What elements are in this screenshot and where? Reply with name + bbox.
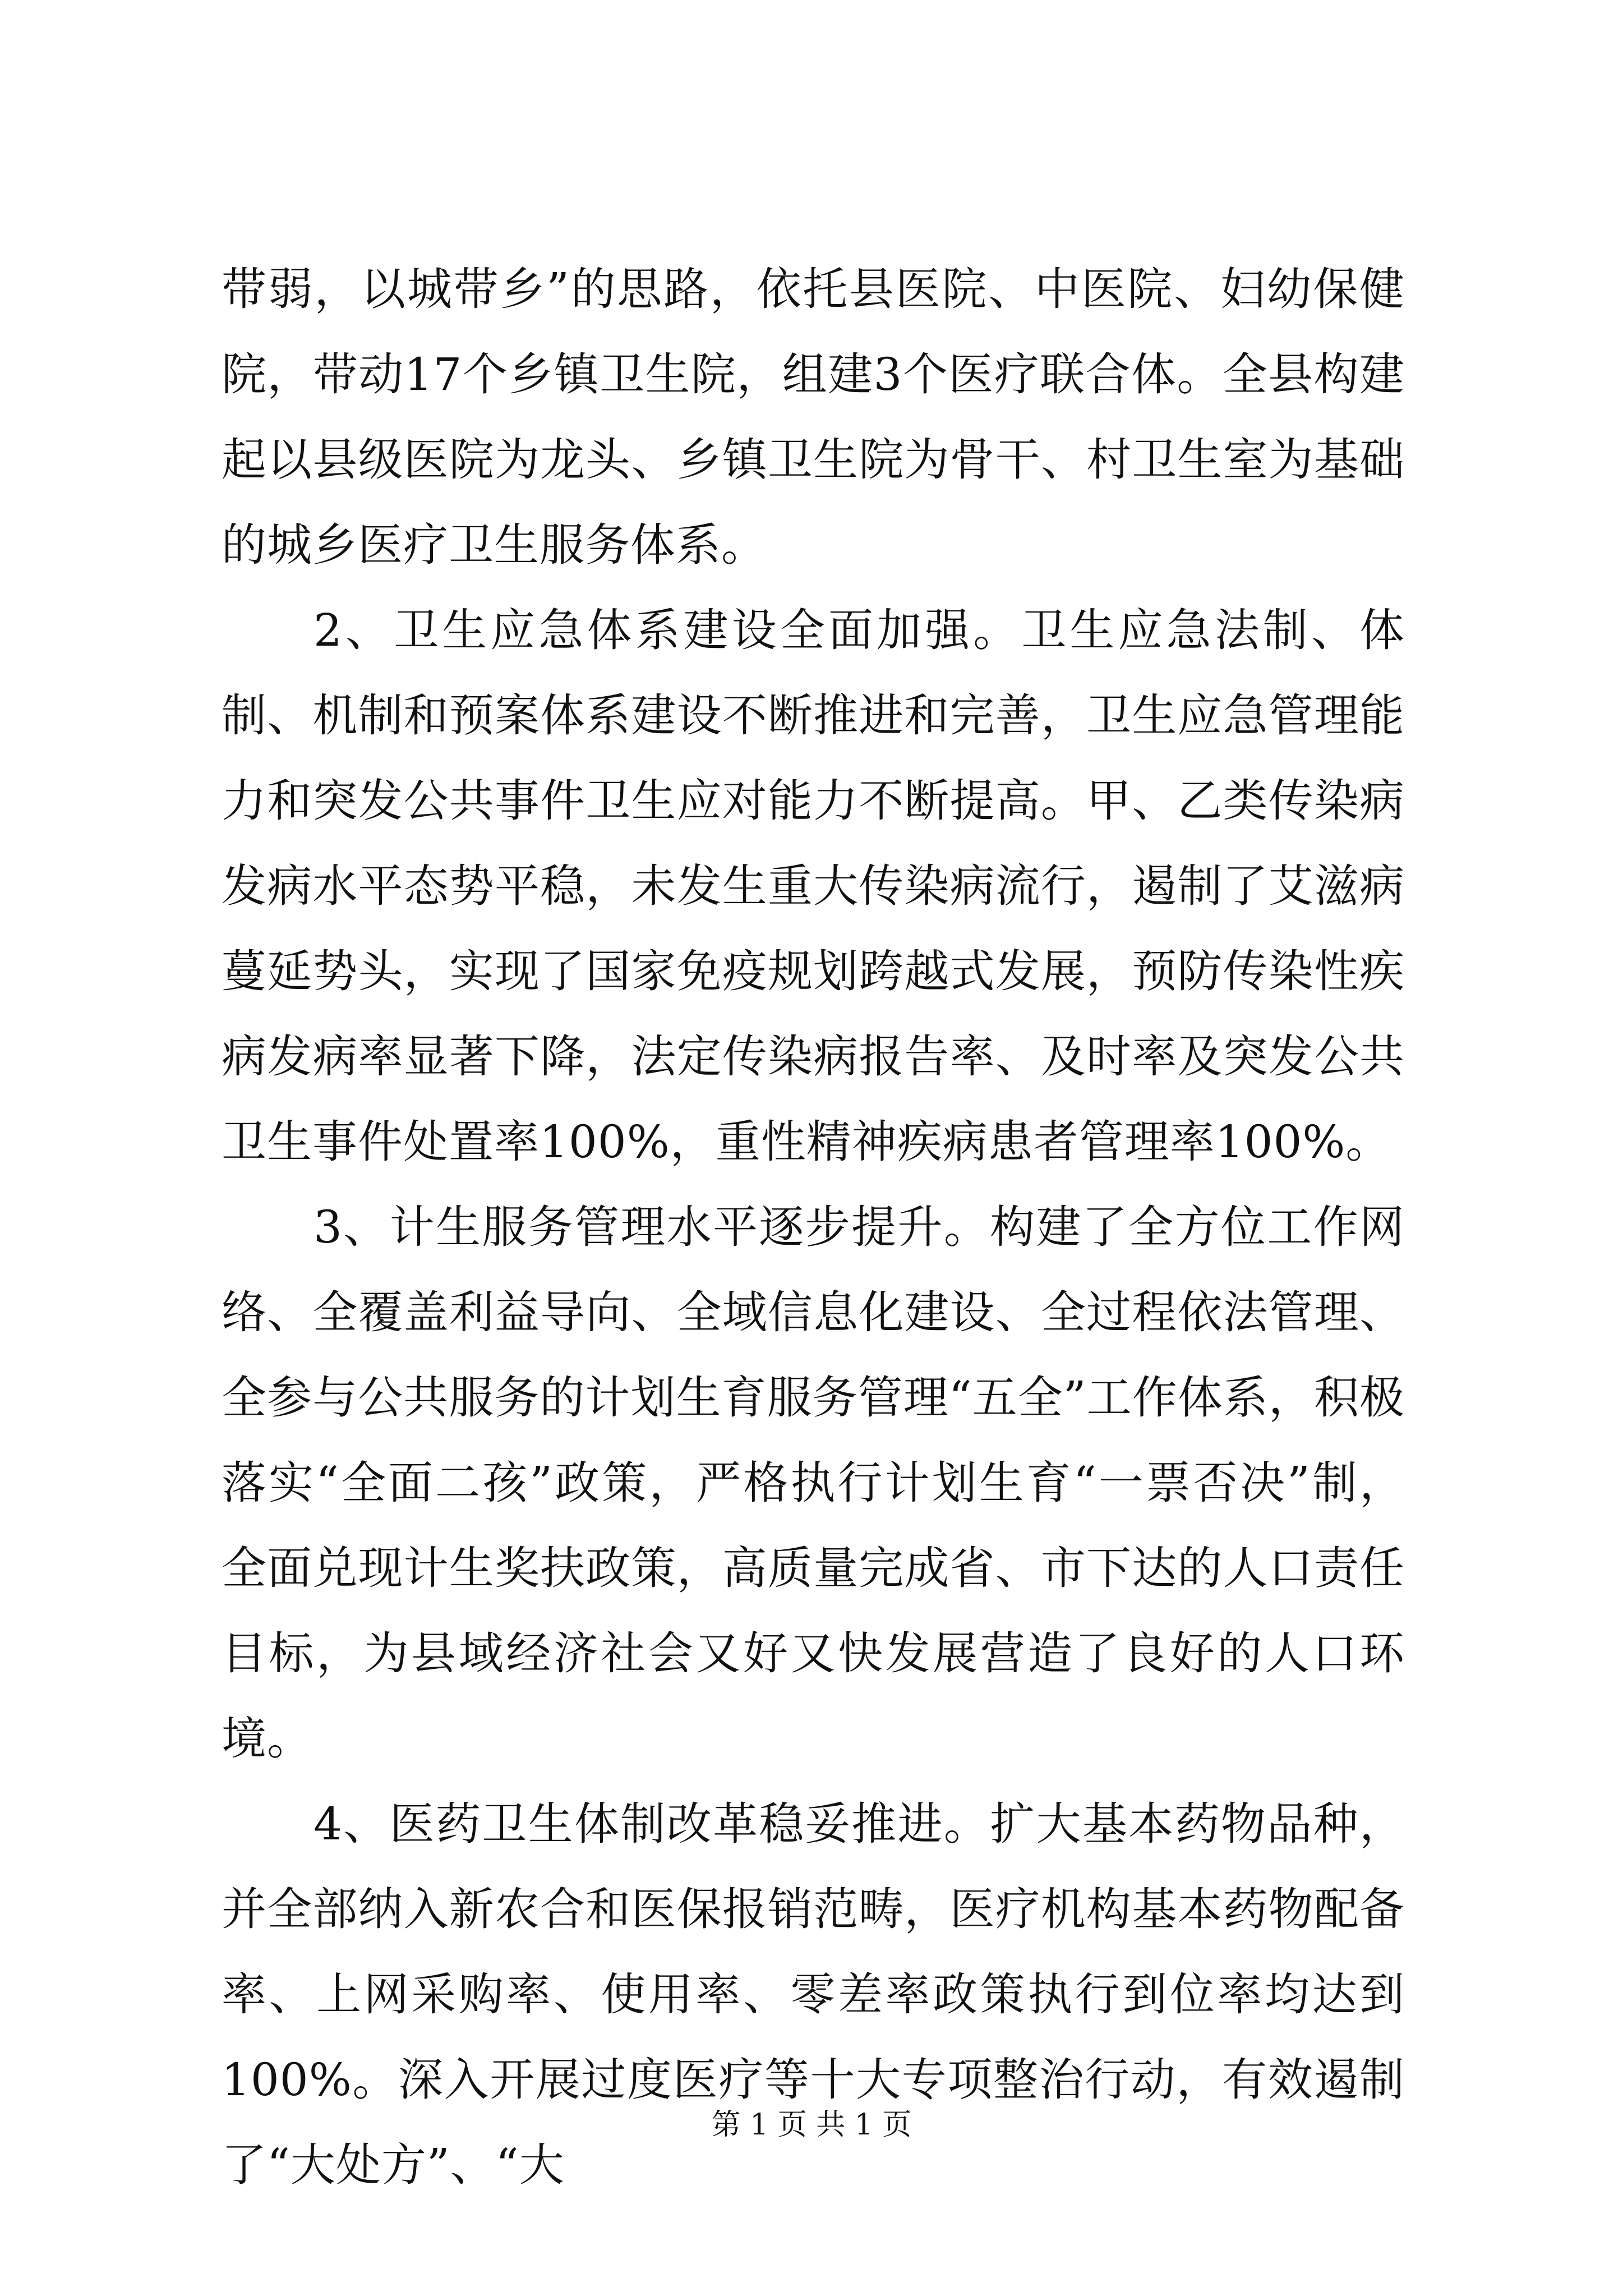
paragraph-family-planning: 3、计生服务管理水平逐步提升。构建了全方位工作网络、全覆盖利益导向、全域信息化建设、全过程依法管理、全参与公共服务的计划生育服务管理“五全”工作体系，积极落实“全面二孩”政策，严格执行计划生育“一票否决”制，全面兑现计生奖扶政策，高质量完成省、市下达的人口责任目标，为县域经济社会又好又快发展营造了良好的人口环境。: [222, 1201, 1405, 1765]
page-footer: 第 1 页 共 1 页: [711, 2108, 912, 2142]
paragraph-healthcare-reform: 4、医药卫生体制改革稳妥推进。扩大基本药物品种，并全部纳入新农合和医保报销范畴，医疗机构基本药物配备率、上网采购率、使用率、零差率政策执行到位率均达到100%。深入开展过度医疗等十大专项整治行动，有效遏制了“大处方”、“大: [222, 1798, 1405, 2191]
document-body: [222, 247, 1405, 2208]
paragraph-continuation: 带弱，以城带乡”的思路，依托县医院、中医院、妇幼保健院，带动17个乡镇卫生院，组建3个医疗联合体。全县构建起以县级医院为龙头、乡镇卫生院为骨干、村卫生室为基础的城乡医疗卫生服务体系。: [222, 263, 1405, 571]
paragraph-health-emergency: 2、卫生应急体系建设全面加强。卫生应急法制、体制、机制和预案体系建设不断推进和完善，卫生应急管理能力和突发公共事件卫生应对能力不断提高。甲、乙类传染病发病水平态势平稳，未发生重大传染病流行，遏制了艾滋病蔓延势头，实现了国家免疫规划跨越式发展，预防传染性疾病发病率显著下降，法定传染病报告率、及时率及突发公共卫生事件处置率100%，重性精神疾病患者管理率100%。: [222, 604, 1405, 1168]
